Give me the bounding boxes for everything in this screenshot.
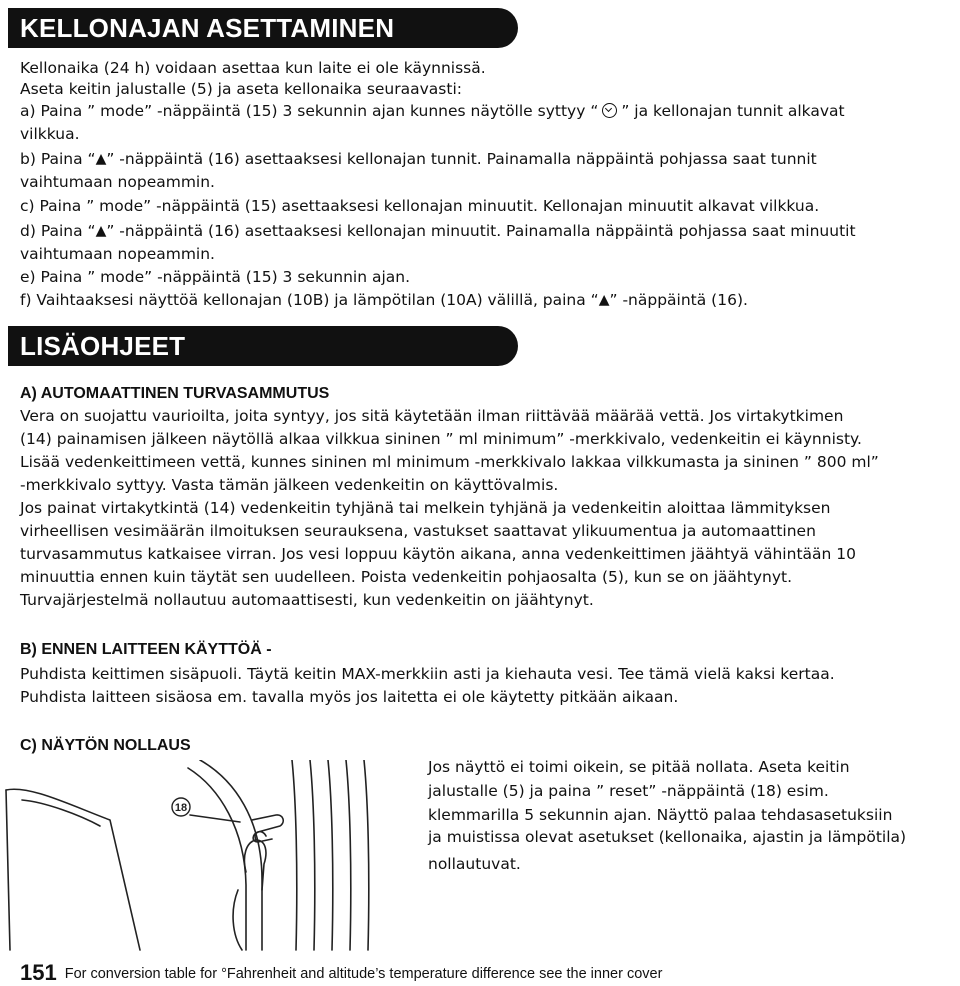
step-a-text-end: ” ja kellonajan tunnit alkavat (621, 102, 845, 120)
step-c-line: c) Paina ” mode” -näppäintä (15) asettaaksesi kellonajan minuutit. Kellonajan minuutit alkavat vilkkua. (20, 197, 820, 215)
hand-palm (233, 890, 242, 950)
kettle-body-curve (200, 760, 262, 950)
section-a-line: Jos painat virtakytkintä (14) vedenkeitin tyhjänä tai melkein tyhjänä ja vedenkeitin aloittaa lämmityksen (20, 499, 831, 517)
grip-ridge (328, 760, 333, 950)
section-c-line: nollautuvat. (428, 855, 521, 873)
section-a-line: -merkkivalo syttyy. Vasta tämän jälkeen vedenkeitin on käyttövalmis. (20, 476, 559, 494)
clock-icon (602, 103, 617, 118)
callout-leader (190, 815, 240, 822)
step-b-text-start: b) Paina “ (20, 150, 96, 168)
step-a-text-start: a) Paina ” mode” -näppäintä (15) 3 sekunnin ajan kunnes näytölle syttyy “ (20, 102, 599, 120)
up-triangle-icon: ▲ (95, 151, 107, 167)
page-footer (20, 960, 662, 986)
clock-intro-line-1: Kellonaika (24 h) voidaan asettaa kun laite ei ole käynnissä. (20, 59, 486, 77)
page-number: 151 (20, 960, 57, 985)
section-a-line: virheellisen vesimäärän ilmoituksen seurauksena, vastukset saattavat ylikuumentua ja automaattinen (20, 522, 816, 540)
kettle-handle-inner (22, 800, 100, 826)
step-f-line (20, 290, 748, 311)
step-e-line: e) Paina ” mode” -näppäintä (15) 3 sekunnin ajan. (20, 268, 411, 286)
heading-additional-instructions: LISÄOHJEET (8, 326, 518, 366)
step-b-text-end: ” -näppäintä (16) asettaaksesi kellonajan tunnit. Painamalla näppäintä pohjassa saat tunnit (106, 150, 817, 168)
section-a-line: Turvajärjestelmä nollautuu automaattisesti, kun vedenkeitin on jäähtynyt. (20, 591, 594, 609)
section-b-title: B) ENNEN LAITTEEN KÄYTTÖÄ - (20, 641, 272, 658)
section-c-line: ja muistissa olevat asetukset (kellonaika, ajastin ja lämpötila) (428, 828, 907, 846)
grip-ridge (346, 760, 351, 950)
section-c-line: Jos näyttö ei toimi oikein, se pitää nollata. Aseta keitin (428, 758, 850, 776)
step-d-line (20, 221, 856, 242)
step-b-line-2: vaihtumaan nopeammin. (20, 173, 215, 191)
footer-note: For conversion table for °Fahrenheit and altitude’s temperature difference see the inner cover (64, 966, 663, 982)
section-a-title: A) AUTOMAATTINEN TURVASAMMUTUS (20, 385, 330, 402)
up-triangle-icon: ▲ (598, 292, 610, 308)
step-d-text-start: d) Paina “ (20, 222, 96, 240)
kettle-back-edge (6, 790, 10, 950)
section-a-line: (14) painamisen jälkeen näytöllä alkaa vilkkua sininen ” ml minimum” -merkkivalo, vedenkeitin ei käynnisty. (20, 430, 862, 448)
section-a-line: Vera on suojattu vaurioilta, joita syntyy, jos sitä käytetään ilman riittävää määrää vettä. Jos virtakytkimen (20, 407, 844, 425)
grip-ridge (292, 760, 297, 950)
clock-intro-line-2: Aseta keitin jalustalle (5) ja aseta kellonaika seuraavasti: (20, 80, 462, 98)
callout-18-label: 18 (174, 802, 188, 814)
section-b-line: Puhdista laitteen sisäosa em. tavalla myös jos laitetta ei ole käytetty pitkään aikaan. (20, 688, 679, 706)
kettle-reset-illustration (0, 760, 420, 955)
step-a-line-2: vilkkua. (20, 125, 80, 143)
step-f-text-end: ” -näppäintä (16). (609, 291, 748, 309)
section-b-line: Puhdista keittimen sisäpuoli. Täytä keitin MAX-merkkiin asti ja kiehauta vesi. Tee tämä vielä kaksi kertaa. (20, 665, 835, 683)
section-c-line: jalustalle (5) ja paina ” reset” -näppäintä (18) esim. (428, 782, 829, 800)
grip-ridge (364, 760, 369, 950)
section-c-title: C) NÄYTÖN NOLLAUS (20, 737, 191, 754)
step-b-line (20, 149, 817, 170)
section-a-line: minuuttia ennen kuin täytät sen uudelleen. Poista vedenkeitin pohjaosalta (5), kun se on jäähtynyt. (20, 568, 793, 586)
grip-ridge (310, 760, 315, 950)
heading-clock-setting: KELLONAJAN ASETTAMINEN (8, 8, 518, 48)
section-c-line: klemmarilla 5 sekunnin ajan. Näyttö palaa tehdasasetuksiin (428, 806, 893, 824)
step-d-text-end: ” -näppäintä (16) asettaaksesi kellonajan minuutit. Painamalla näppäintä pohjassa saat minuutit (106, 222, 856, 240)
hand-finger (244, 840, 265, 890)
step-a-line (20, 101, 845, 121)
step-d-line-2: vaihtumaan nopeammin. (20, 245, 215, 263)
section-a-line: Lisää vedenkeittimeen vettä, kunnes sininen ml minimum -merkkivalo lakkaa vilkkumasta ja sininen ” 800 ml” (20, 453, 879, 471)
step-f-text-start: f) Vaihtaaksesi näyttöä kellonajan (10B) ja lämpötilan (10A) välillä, paina “ (20, 291, 599, 309)
section-a-line: turvasammutus katkaisee virran. Jos vesi loppuu käytön aikana, anna vedenkeittimen jäähtyä vähintään 10 (20, 545, 856, 563)
up-triangle-icon: ▲ (95, 223, 107, 239)
